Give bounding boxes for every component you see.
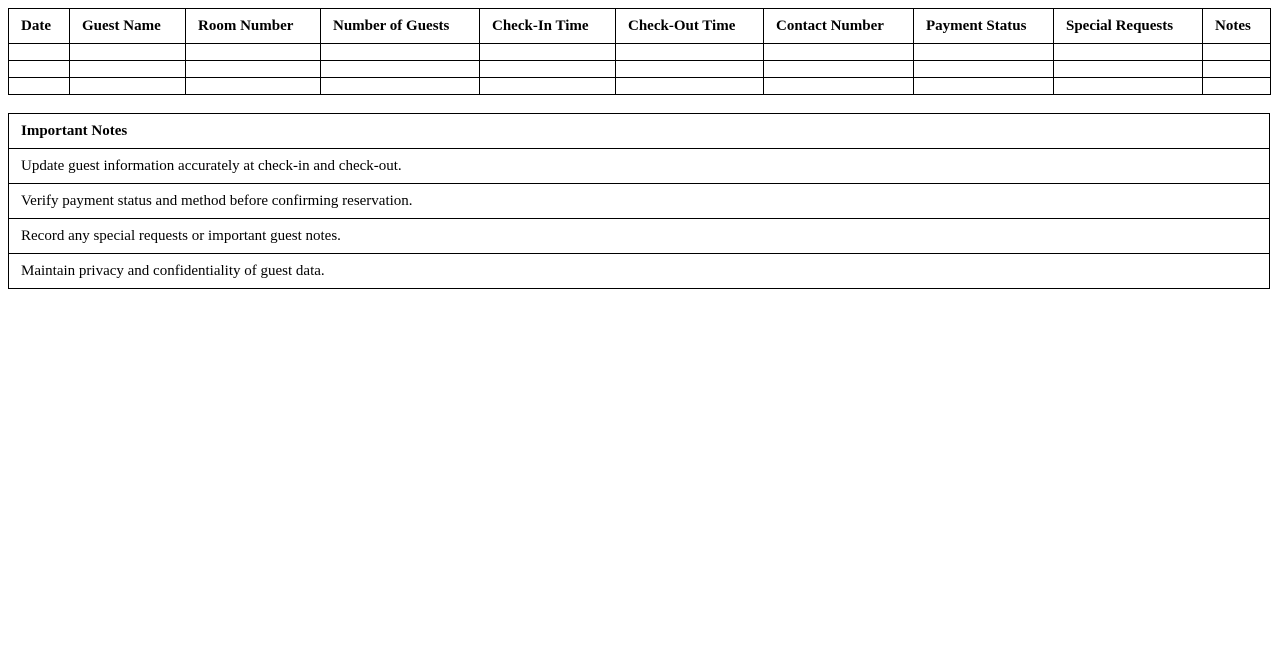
table-header bbox=[9, 9, 1271, 44]
table-cell bbox=[70, 61, 186, 78]
table-cell bbox=[9, 78, 70, 95]
table-cell bbox=[1054, 61, 1203, 78]
note-row bbox=[9, 254, 1270, 289]
table-cell bbox=[321, 44, 480, 61]
table-row bbox=[9, 61, 1271, 78]
notes-header-row bbox=[9, 114, 1270, 149]
column-header-number-of-guests: Number of Guests bbox=[321, 9, 480, 44]
table-cell bbox=[1203, 78, 1271, 95]
table-cell bbox=[480, 78, 616, 95]
note-row bbox=[9, 219, 1270, 254]
table-cell bbox=[9, 61, 70, 78]
column-header-special-requests: Special Requests bbox=[1054, 9, 1203, 44]
header-row bbox=[9, 9, 1271, 44]
table-cell bbox=[1054, 44, 1203, 61]
table-cell bbox=[616, 78, 764, 95]
notes-body bbox=[9, 149, 1270, 289]
table-cell bbox=[186, 61, 321, 78]
column-header-room-number: Room Number bbox=[186, 9, 321, 44]
table-cell bbox=[480, 61, 616, 78]
table-cell bbox=[321, 78, 480, 95]
notes-header bbox=[9, 114, 1270, 149]
table-cell bbox=[1203, 61, 1271, 78]
table-cell bbox=[1203, 44, 1271, 61]
note-item: Verify payment status and method before confirming reservation. bbox=[9, 184, 1270, 219]
table-cell bbox=[9, 44, 70, 61]
column-header-payment-status: Payment Status bbox=[914, 9, 1054, 44]
column-header-contact-number: Contact Number bbox=[764, 9, 914, 44]
column-header-date: Date bbox=[9, 9, 70, 44]
note-item: Update guest information accurately at check-in and check-out. bbox=[9, 149, 1270, 184]
table-cell bbox=[914, 44, 1054, 61]
table-cell bbox=[764, 78, 914, 95]
table-cell bbox=[1054, 78, 1203, 95]
table-row bbox=[9, 44, 1271, 61]
table-row bbox=[9, 78, 1271, 95]
table-cell bbox=[70, 44, 186, 61]
note-item: Record any special requests or important guest notes. bbox=[9, 219, 1270, 254]
table-body bbox=[9, 44, 1271, 95]
table-cell bbox=[914, 61, 1054, 78]
column-header-check-out-time: Check-Out Time bbox=[616, 9, 764, 44]
table-cell bbox=[764, 44, 914, 61]
note-row bbox=[9, 184, 1270, 219]
column-header-notes: Notes bbox=[1203, 9, 1271, 44]
page bbox=[8, 8, 1270, 289]
table-cell bbox=[914, 78, 1054, 95]
table-cell bbox=[616, 44, 764, 61]
column-header-guest-name: Guest Name bbox=[70, 9, 186, 44]
table-cell bbox=[480, 44, 616, 61]
table-cell bbox=[616, 61, 764, 78]
important-notes-heading: Important Notes bbox=[9, 114, 1270, 149]
note-row bbox=[9, 149, 1270, 184]
important-notes-table bbox=[8, 113, 1270, 289]
table-cell bbox=[186, 78, 321, 95]
table-cell bbox=[764, 61, 914, 78]
guest-log-table bbox=[8, 8, 1271, 95]
table-cell bbox=[186, 44, 321, 61]
note-item: Maintain privacy and confidentiality of guest data. bbox=[9, 254, 1270, 289]
table-cell bbox=[70, 78, 186, 95]
column-header-check-in-time: Check-In Time bbox=[480, 9, 616, 44]
table-cell bbox=[321, 61, 480, 78]
